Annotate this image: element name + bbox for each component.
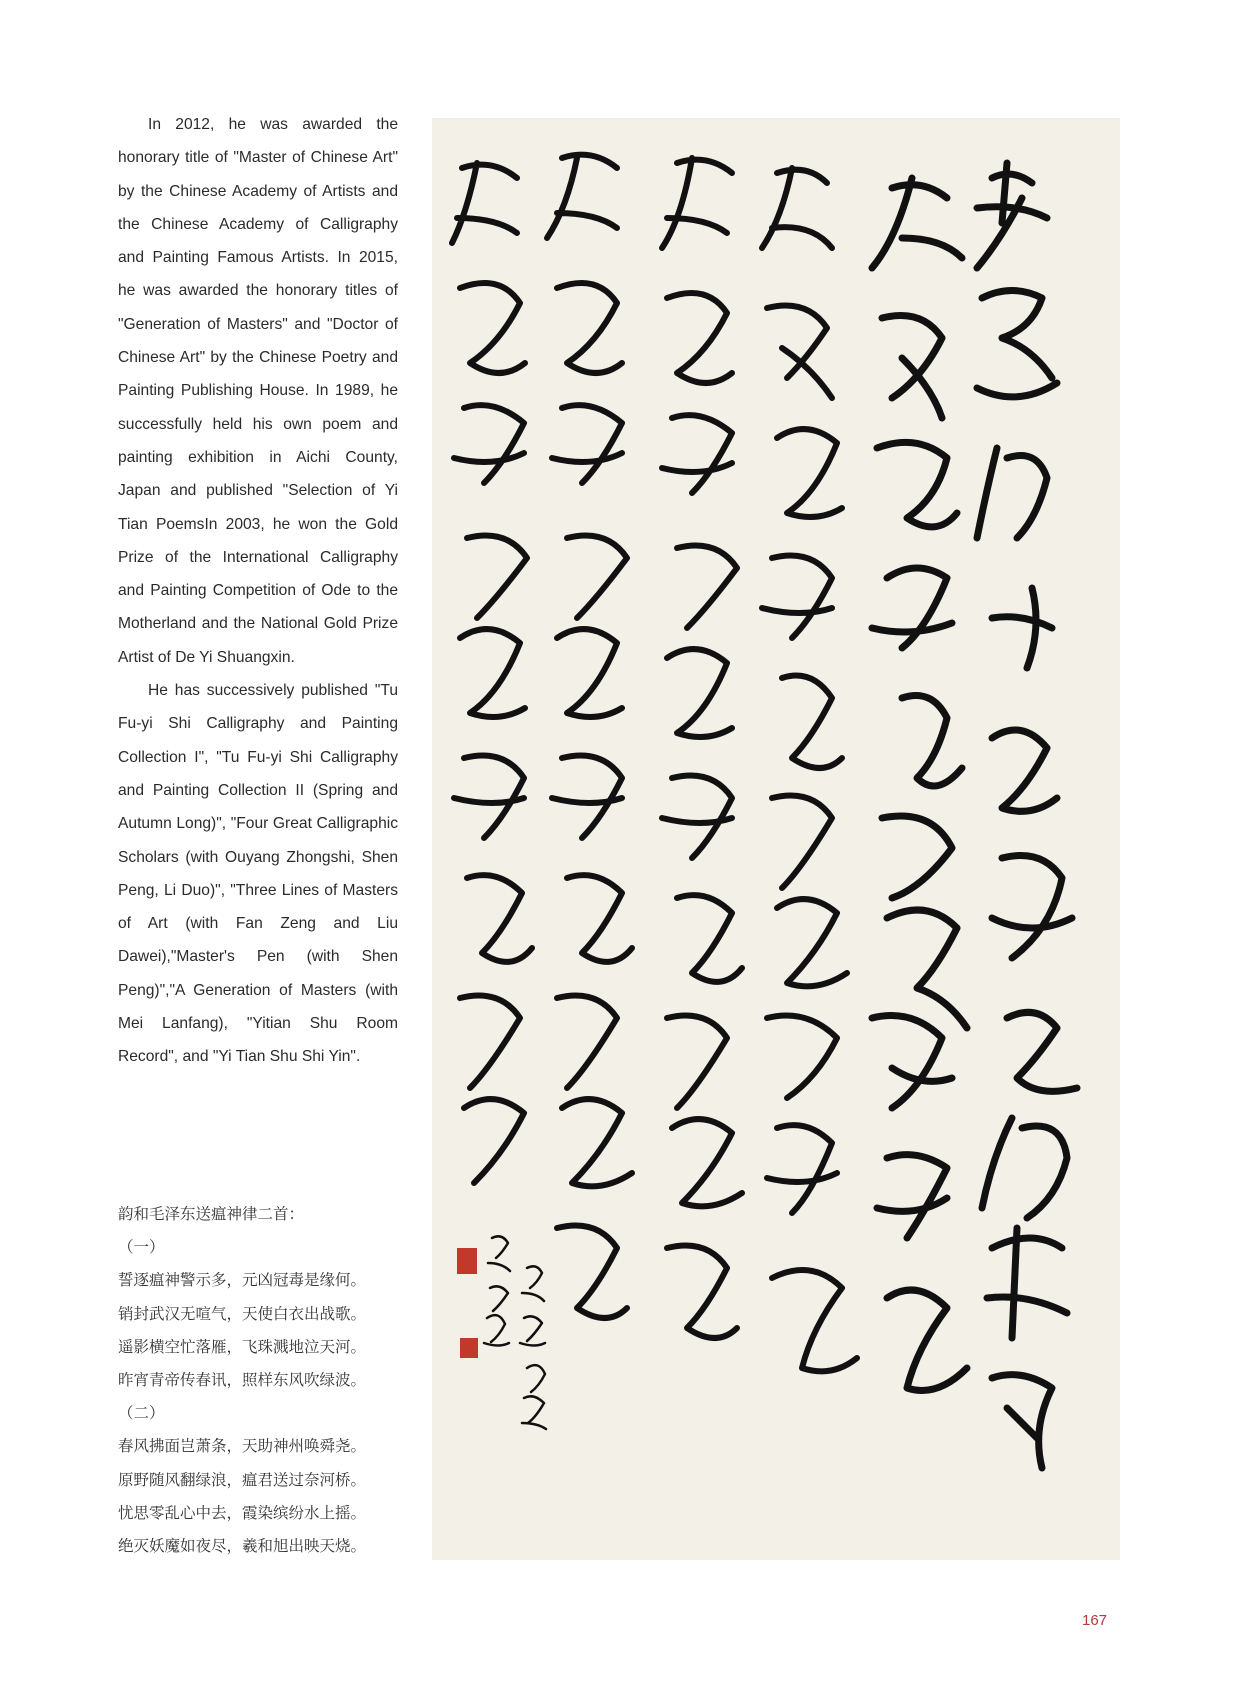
seal-stamp [460,1338,478,1358]
page-number: 167 [1082,1612,1108,1629]
biography-paragraph: He has successively published "Tu Fu-yi Shi Calligraphy and Painting Collection I", "Tu Fu-yi Shi Calligraphy and Painting Collection II (Spring and Autumn Long)", "Four Great Calligraphic Scholars (with Ouyang Zhongshi, Shen Peng, Li Duo)", "Three Lines of Masters of Art (with Fan Zeng and Liu Dawei),"Master's Pen (with Shen Peng)","A Generation of Masters (with Mei Lanfang), "Yitian Shu Room Record", and "Yi Tian Shu Shi Yin". [118,682,398,1066]
poem-line: 遥影横空忙落雁，飞珠溅地泣天河。 [118,1337,367,1356]
poem-line: 原野随风翻绿浪，瘟君送过奈河桥。 [118,1470,367,1489]
calligraphy-column [762,168,857,1371]
signature-inscription [484,1236,546,1429]
calligraphy-column [452,163,532,1183]
biography-paragraph: In 2012, he was awarded the honorary title of "Master of Chinese Art" by the Chinese Academy of Artists and the Chinese Academy of Calligraphy and Painting Famous Artists. In 2015, he was awarded the honorary titles of "Generation of Masters" and "Doctor of Chinese Art" by the Chinese Poetry and Painting Publishing House. In 1989, he successfully held his own poem and painting exhibition in Aichi County, Japan and published "Selection of Yi Tian PoemsIn 2003, he won the Gold Prize of the International Calligraphy and Painting Competition of Ode to the Motherland and the National Gold Prize Artist of De Yi Shuangxin. [118,116,398,666]
calligraphy-column [547,155,632,1318]
calligraphy-column [872,178,967,1391]
poem-part-label: （一） [118,1238,165,1257]
calligraphy-column [977,163,1077,1468]
poem-line: 昨宵青帝传春讯，照样东风吹绿波。 [118,1371,367,1390]
poem-title: 韵和毛泽东送瘟神律二首： [118,1205,305,1223]
poem-line: 誓逐瘟神警示多，元凶冠毒是缘何。 [118,1271,367,1290]
poem-text [118,1198,398,1563]
calligraphy-column [662,158,742,1338]
calligraphy-strokes [432,118,1120,1560]
poem-line: 春风拂面岂萧条，天助神州唤舜尧。 [118,1437,367,1456]
seal-stamp [457,1248,477,1274]
calligraphy-artwork [432,118,1120,1560]
poem-line: 忧思零乱心中去，霞染缤纷水上摇。 [118,1503,367,1522]
poem-part-label: （二） [118,1404,165,1423]
poem-line: 销封武汉无喧气，天使白衣出战歌。 [118,1304,367,1323]
poem-line: 绝灭妖魔如夜尽，羲和旭出映天烧。 [118,1537,367,1556]
biography-text [118,108,398,1074]
